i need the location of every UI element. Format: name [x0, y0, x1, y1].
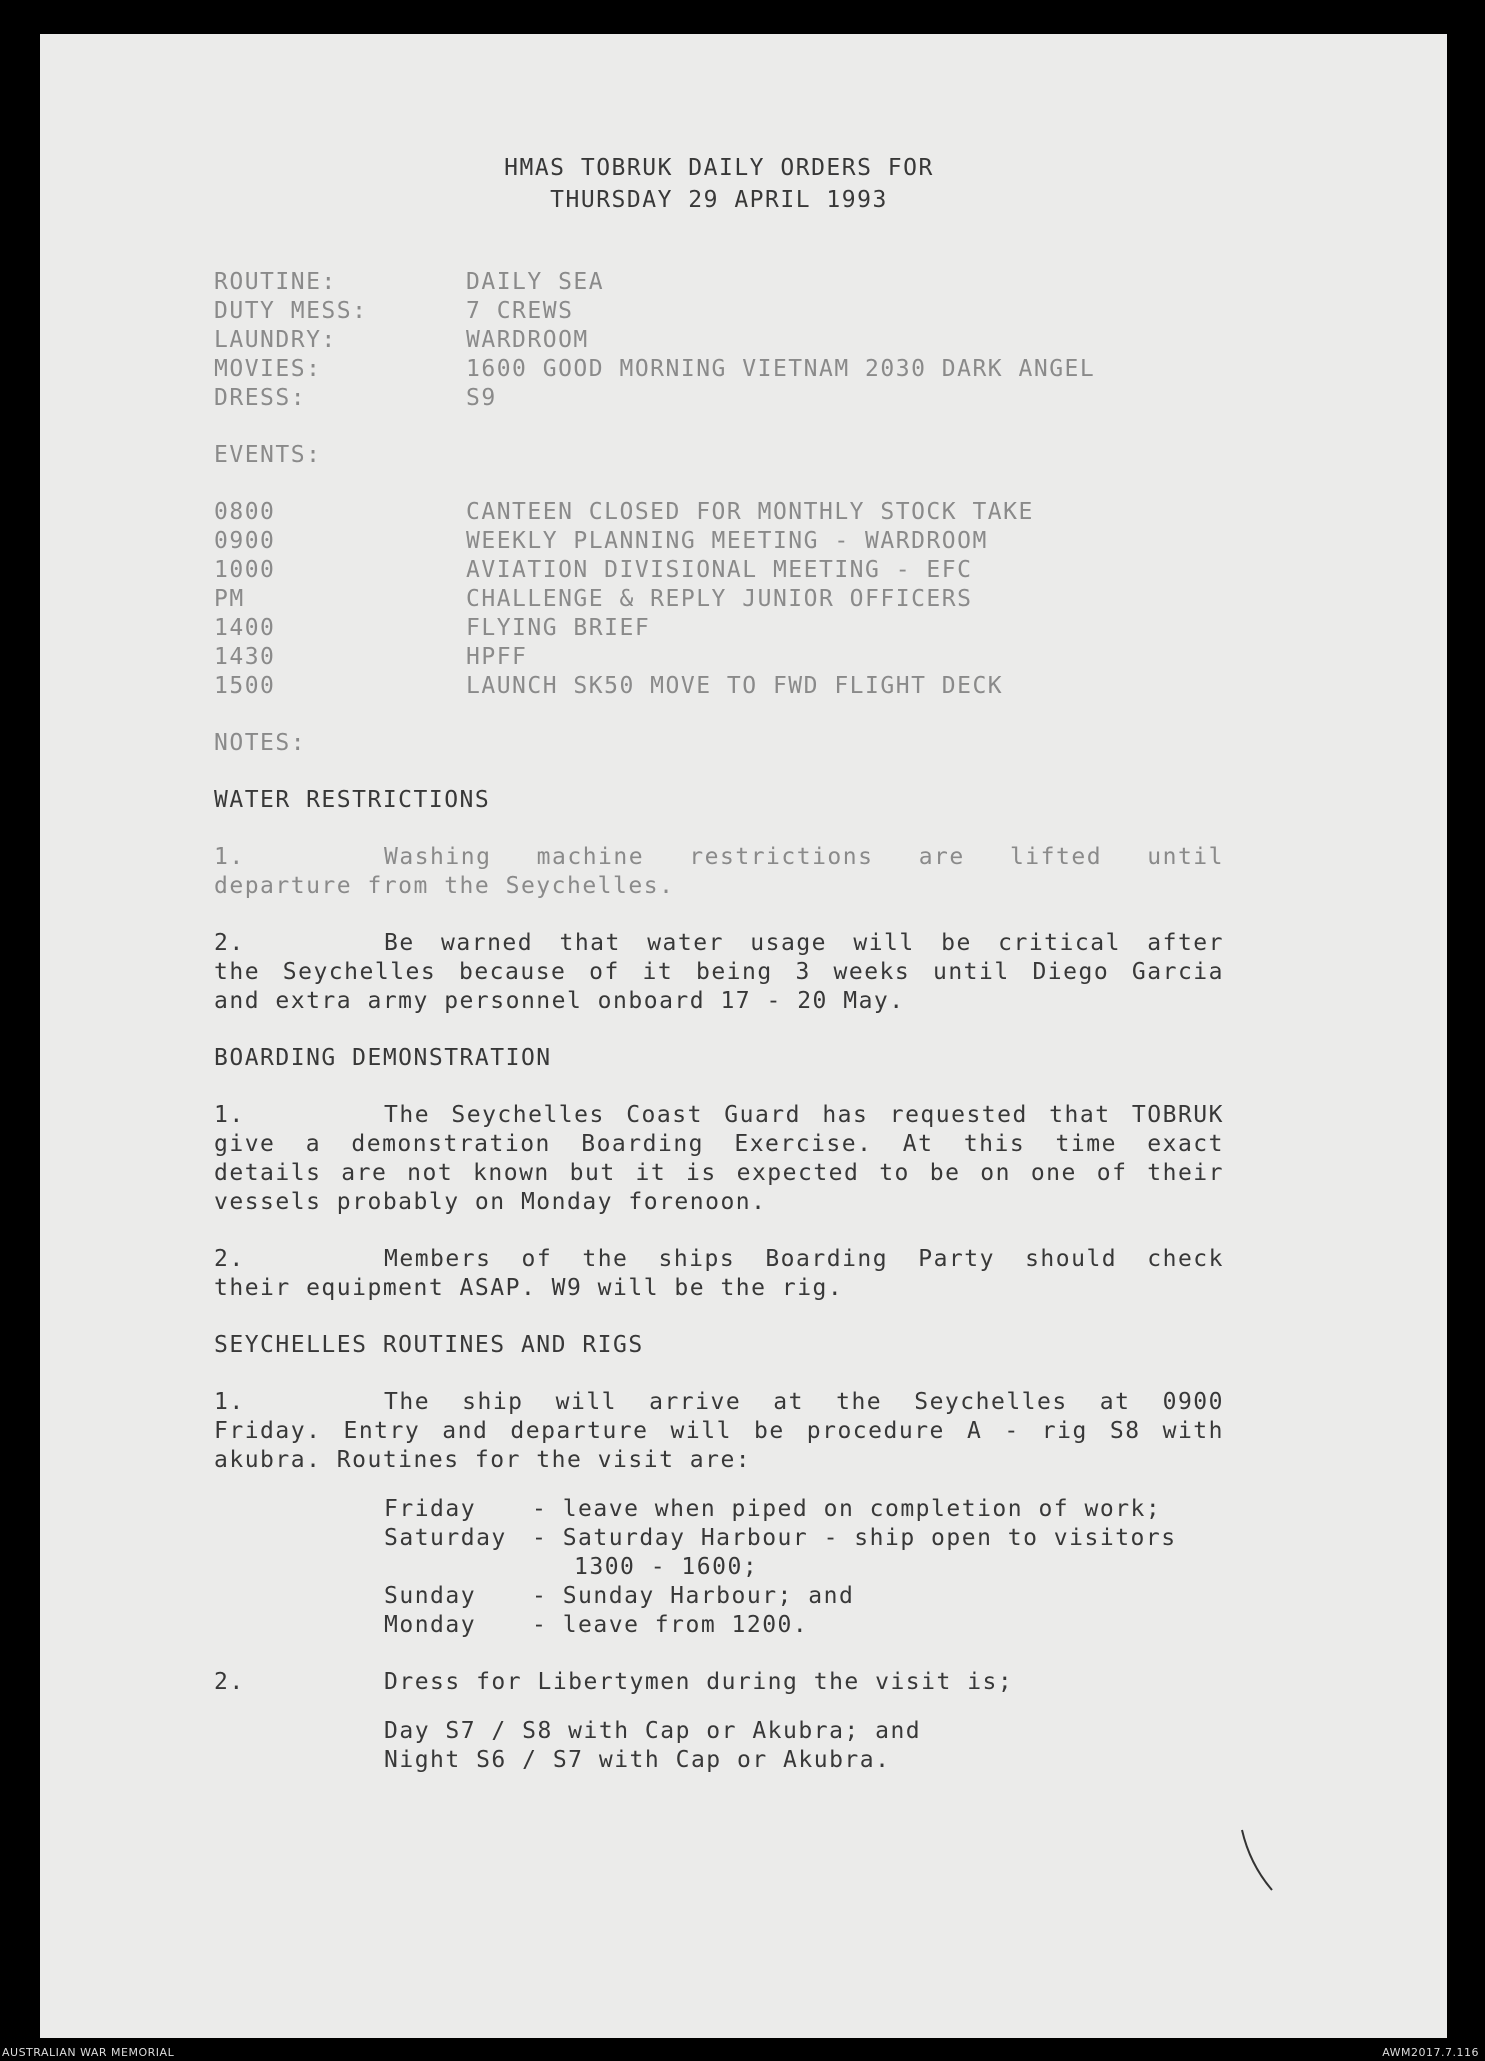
seychelles-paragraph-1: 1. The ship will arrive at the Seychelles at 0900	[214, 1389, 1224, 1415]
schedule-row-monday: Monday - leave from 1200.	[384, 1612, 809, 1638]
paragraph-number: 1.	[214, 1102, 245, 1128]
dress-night: Night S6 / S7 with Cap or Akubra.	[384, 1747, 891, 1773]
paragraph-number: 2.	[214, 1669, 245, 1695]
boarding-demonstration-heading: BOARDING DEMONSTRATION	[214, 1045, 552, 1071]
info-row-dress: DRESS: S9	[214, 385, 497, 411]
libertymen-dress	[384, 1717, 1224, 1775]
pen-mark	[1238, 1826, 1278, 1896]
boarding-paragraph-2: 2. Members of the ships Boarding Party should check	[214, 1246, 1224, 1272]
event-row: 1400 FLYING BRIEF	[214, 615, 651, 641]
footer-credit: AUSTRALIAN WAR MEMORIAL	[2, 2046, 175, 2059]
paragraph-number: 2.	[214, 930, 245, 956]
boarding-paragraph-1-cont: give a demonstration Boarding Exercise. At this time exact details are not known but it is expected to be on one of their vessels probably on Monday forenoon.	[214, 1131, 1224, 1215]
info-row-duty-mess: DUTY MESS: 7 CREWS	[214, 298, 574, 324]
seychelles-paragraph-1-cont: Friday. Entry and departure will be procedure A - rig S8 with akubra. Routines for the visit are:	[214, 1418, 1224, 1473]
info-row-laundry: LAUNDRY: WARDROOM	[214, 327, 589, 353]
paragraph-number: 1.	[214, 844, 245, 870]
water-paragraph-2: 2. Be warned that water usage will be critical after	[214, 930, 1224, 956]
event-row: 0900 WEEKLY PLANNING MEETING - WARDROOM	[214, 528, 988, 554]
title-line-2: THURSDAY 29 APRIL 1993	[550, 187, 888, 213]
schedule-row-sunday: Sunday - Sunday Harbour; and	[384, 1583, 855, 1609]
title-line-1: HMAS TOBRUK DAILY ORDERS FOR	[504, 155, 934, 181]
document-title	[214, 152, 1224, 216]
schedule-row-saturday-cont: 1300 - 1600;	[574, 1554, 759, 1580]
water-paragraph-2-cont: the Seychelles because of it being 3 weeks until Diego Garcia and extra army personnel onboard 17 - 20 May.	[214, 959, 1224, 1014]
event-row: 1000 AVIATION DIVISIONAL MEETING - EFC	[214, 557, 973, 583]
boarding-paragraph-1: 1. The Seychelles Coast Guard has requested that TOBRUK	[214, 1102, 1224, 1128]
info-row-movies: MOVIES: 1600 GOOD MORNING VIETNAM 2030 DARK ANGEL	[214, 356, 1096, 382]
paragraph-number: 1.	[214, 1389, 245, 1415]
daily-orders	[214, 152, 1224, 1775]
routine-info	[214, 268, 1224, 413]
seychelles-routines-heading: SEYCHELLES ROUTINES AND RIGS	[214, 1332, 644, 1358]
events-list	[214, 498, 1224, 701]
water-paragraph-1: 1. Washing machine restrictions are lifted until	[214, 844, 1224, 870]
water-restrictions-heading: WATER RESTRICTIONS	[214, 787, 491, 813]
boarding-paragraph-2-cont: their equipment ASAP. W9 will be the rig.	[214, 1275, 844, 1301]
seychelles-paragraph-2: 2. Dress for Libertymen during the visit is;	[214, 1669, 1014, 1695]
event-row: PM CHALLENGE & REPLY JUNIOR OFFICERS	[214, 586, 973, 612]
event-row: 1430 HPFF	[214, 644, 528, 670]
visit-schedule	[384, 1495, 1224, 1640]
dress-day: Day S7 / S8 with Cap or Akubra; and	[384, 1718, 922, 1744]
document-page	[40, 34, 1447, 2038]
water-paragraph-1-cont: departure from the Seychelles.	[214, 873, 675, 899]
info-row-routine: ROUTINE: DAILY SEA	[214, 269, 605, 295]
event-row: 1500 LAUNCH SK50 MOVE TO FWD FLIGHT DECK	[214, 673, 1004, 699]
event-row: 0800 CANTEEN CLOSED FOR MONTHLY STOCK TAKE	[214, 499, 1034, 525]
footer-accession-number: AWM2017.7.116	[1382, 2046, 1479, 2059]
events-heading: EVENTS:	[214, 442, 322, 468]
schedule-row-friday: Friday - leave when piped on completion of work;	[384, 1496, 1162, 1522]
schedule-row-saturday: Saturday - Saturday Harbour - ship open to visitors	[384, 1525, 1177, 1551]
paragraph-number: 2.	[214, 1246, 245, 1272]
notes-heading: NOTES:	[214, 730, 307, 756]
